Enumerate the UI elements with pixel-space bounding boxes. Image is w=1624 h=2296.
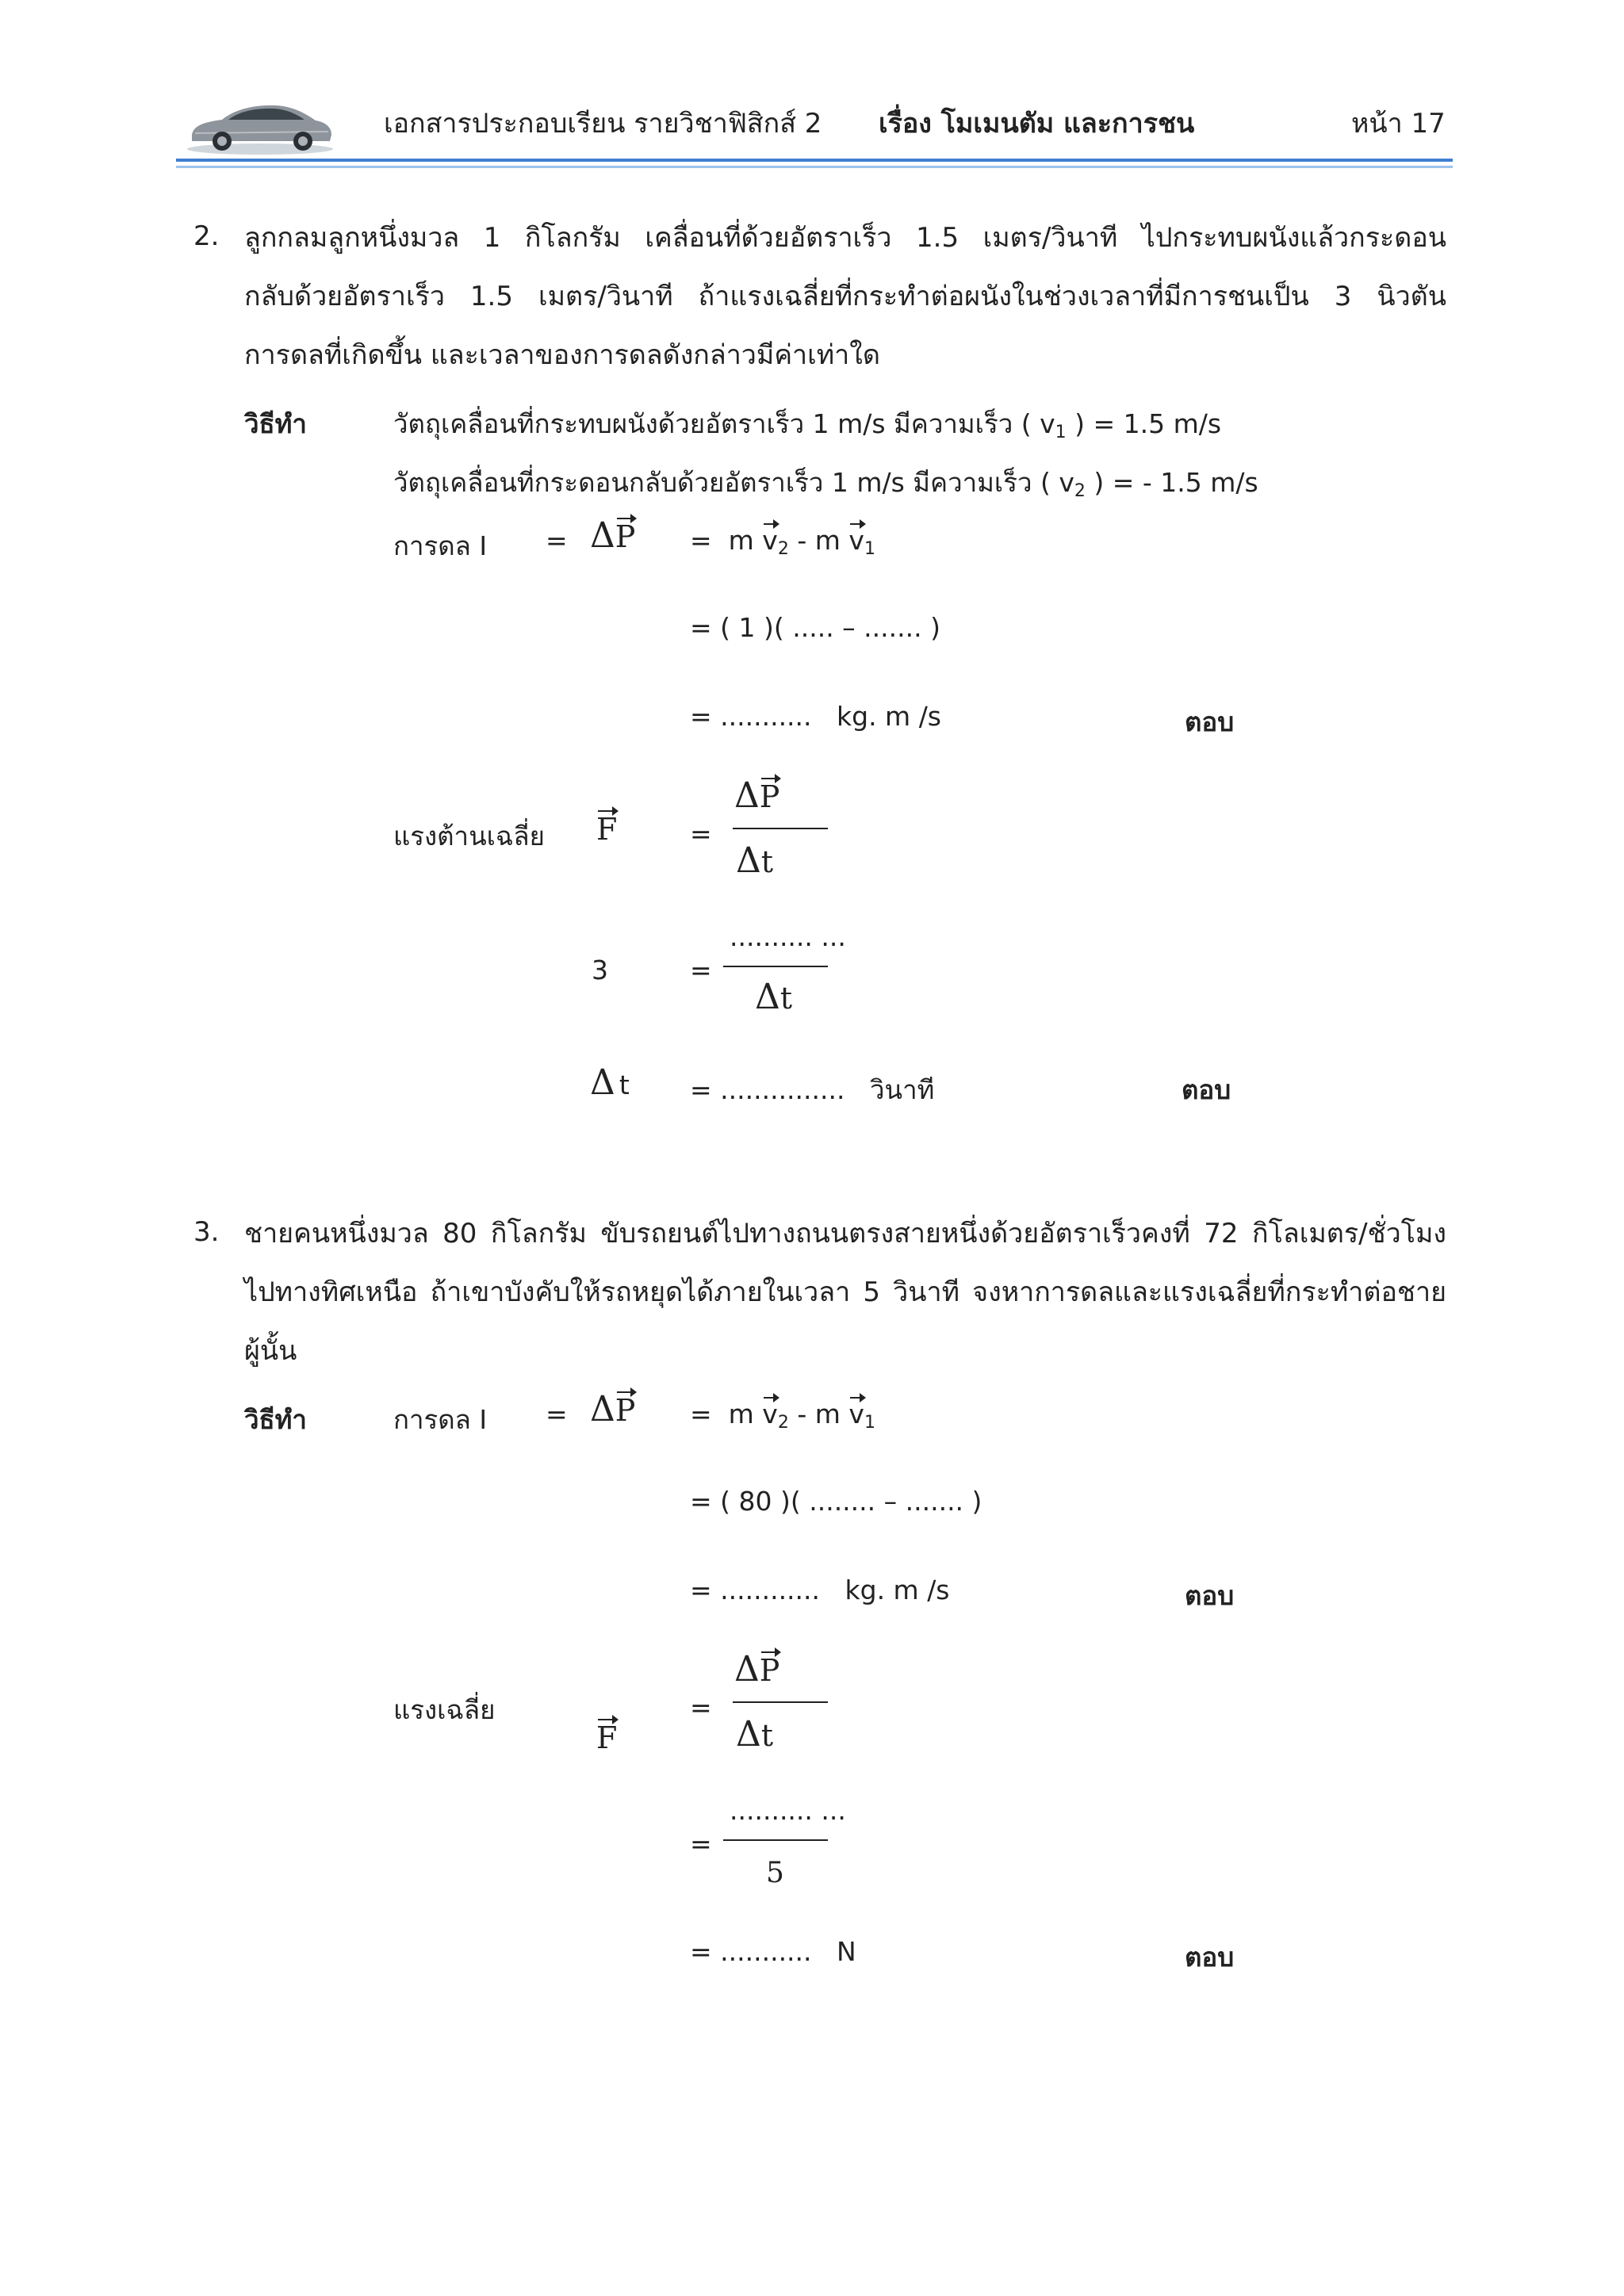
equals-sign: = bbox=[690, 1692, 712, 1723]
momentum-vector: P bbox=[759, 779, 780, 814]
time-symbol: t bbox=[760, 844, 774, 879]
impulse-label: การดล I bbox=[393, 1404, 488, 1435]
car-logo-icon bbox=[181, 94, 336, 157]
delta-t bbox=[590, 1062, 630, 1103]
force-result bbox=[690, 1936, 856, 1967]
fraction-denominator: 5 bbox=[766, 1857, 784, 1889]
question-line: ชายคนหนึ่งมวล 80 กิโลกรัม ขับรถยนต์ไปทางถนนตรงสายหนึ่งด้วยอัตราเร็วคงที่ 72 กิโลเมตร/ชั่วโมง bbox=[244, 1218, 1446, 1249]
question-line: การดลที่เกิดขึ้น และเวลาของการดลดังกล่าวมีค่าเท่าใด bbox=[244, 339, 880, 371]
delta-symbol: Δ bbox=[736, 840, 761, 881]
mass-symbol: m bbox=[814, 525, 841, 556]
velocity-vector: v bbox=[762, 1399, 778, 1429]
time-symbol: t bbox=[619, 1070, 630, 1100]
time-symbol: t bbox=[779, 981, 793, 1016]
momentum-vector: P bbox=[615, 1393, 636, 1428]
given-line-1 bbox=[393, 403, 1221, 445]
header-rule-top bbox=[176, 159, 1453, 162]
delta-symbol: Δ bbox=[590, 1389, 615, 1429]
method-label: วิธีทำ bbox=[244, 408, 307, 439]
given-value: ) = - 1.5 m/s bbox=[1094, 467, 1258, 498]
time-result bbox=[690, 1069, 934, 1111]
delta-symbol: Δ bbox=[734, 775, 760, 816]
delta-p bbox=[590, 1389, 635, 1429]
question-number: 3. bbox=[193, 1216, 220, 1248]
page-number: หน้า 17 bbox=[1351, 108, 1446, 140]
equals-sign: = bbox=[546, 525, 568, 556]
question-line: ลูกกลมลูกหนึ่งมวล 1 กิโลกรัม เคลื่อนที่ด้วยอัตราเร็ว 1.5 เมตร/วินาที ไปกระทบผนังแล้วกระดอน bbox=[244, 222, 1446, 254]
fraction-bar bbox=[733, 1701, 828, 1703]
velocity-vector: v bbox=[848, 1399, 864, 1429]
answer-blank: = ............ bbox=[690, 1575, 821, 1605]
answer-label: ตอบ bbox=[1185, 706, 1235, 737]
delta-symbol: Δ bbox=[736, 1714, 761, 1755]
fraction-numerator bbox=[734, 1649, 779, 1689]
question-line: ไปทางทิศเหนือ ถ้าเขาบังคับให้รถหยุดได้ภายในเวลา 5 วินาที จงหาการดลและแรงเฉลี่ยที่กระทำต่อชาย bbox=[244, 1276, 1446, 1308]
fraction-bar bbox=[733, 828, 828, 829]
equals-sign: = bbox=[546, 1399, 568, 1429]
equals-sign: = bbox=[690, 1828, 712, 1859]
minus-sign: - bbox=[797, 525, 807, 556]
subscript: 2 bbox=[777, 539, 789, 559]
unit: kg. m /s bbox=[845, 1575, 950, 1605]
fraction-numerator bbox=[734, 775, 779, 816]
answer-label: ตอบ bbox=[1185, 1580, 1235, 1611]
force-vector: F bbox=[596, 1720, 618, 1755]
topic-title: เรื่อง โมเมนตัม และการชน bbox=[879, 108, 1195, 140]
impulse-step-3 bbox=[690, 1575, 950, 1605]
question-number: 2. bbox=[193, 220, 220, 252]
fraction-bar bbox=[723, 1839, 828, 1841]
delta-symbol: Δ bbox=[734, 1649, 760, 1689]
momentum-vector: P bbox=[759, 1653, 780, 1688]
question-line: กลับด้วยอัตราเร็ว 1.5 เมตร/วินาที ถ้าแรงเฉลี่ยที่กระทำต่อผนังในช่วงเวลาที่มีการชนเป็น 3 นิวตัน bbox=[244, 281, 1446, 312]
unit: N bbox=[837, 1936, 856, 1967]
fraction-denominator bbox=[736, 840, 773, 881]
answer-blank: = ............... bbox=[690, 1074, 845, 1105]
subscript: 1 bbox=[864, 539, 875, 559]
subscript: 2 bbox=[1074, 481, 1086, 501]
given-text: วัตถุเคลื่อนที่กระดอนกลับด้วยอัตราเร็ว 1 m/s มีความเร็ว ( v bbox=[393, 467, 1074, 498]
delta-symbol: Δ bbox=[590, 515, 615, 556]
mass-symbol: m bbox=[814, 1399, 841, 1429]
subscript: 1 bbox=[864, 1413, 875, 1433]
mass-symbol: m bbox=[728, 525, 754, 556]
velocity-vector: v bbox=[762, 525, 778, 556]
impulse-step-2: = ( 1 )( ..... – ....... ) bbox=[690, 612, 940, 643]
fraction-bar bbox=[723, 966, 828, 967]
force-vector: F bbox=[596, 812, 618, 847]
delta-p bbox=[590, 515, 635, 556]
delta-symbol: Δ bbox=[755, 977, 780, 1017]
fraction-denominator bbox=[755, 977, 792, 1017]
subscript: 2 bbox=[777, 1413, 789, 1433]
question-line: ผู้นั้น bbox=[244, 1335, 297, 1367]
fraction-denominator bbox=[736, 1714, 773, 1755]
fraction-numerator-blank: .......... ... bbox=[730, 921, 846, 952]
equals-sign: = bbox=[690, 525, 712, 556]
unit: kg. m /s bbox=[837, 701, 941, 732]
given-text: วัตถุเคลื่อนที่กระทบผนังด้วยอัตราเร็ว 1 m/s มีความเร็ว ( v bbox=[393, 408, 1055, 439]
answer-label: ตอบ bbox=[1182, 1074, 1231, 1105]
answer-blank: = ........... bbox=[690, 701, 812, 732]
time-symbol: t bbox=[760, 1718, 774, 1753]
force-label: แรงต้านเฉลี่ย bbox=[393, 821, 545, 851]
velocity-vector: v bbox=[848, 525, 864, 556]
impulse-step-3 bbox=[690, 701, 941, 732]
question-text bbox=[244, 1204, 1446, 1380]
given-line-2 bbox=[393, 461, 1258, 503]
method-label: วิธีทำ bbox=[244, 1404, 307, 1435]
subscript: 1 bbox=[1055, 423, 1067, 442]
delta-symbol: Δ bbox=[590, 1062, 615, 1103]
force-value: 3 bbox=[592, 955, 608, 985]
fraction-numerator-blank: .......... ... bbox=[730, 1795, 846, 1826]
momentum-vector: P bbox=[615, 519, 636, 554]
impulse-formula bbox=[690, 1399, 875, 1433]
answer-label: ตอบ bbox=[1185, 1942, 1235, 1973]
unit: วินาที bbox=[869, 1074, 935, 1105]
equals-sign: = bbox=[690, 818, 712, 849]
document-title: เอกสารประกอบเรียน รายวิชาฟิสิกส์ 2 bbox=[384, 108, 822, 140]
answer-blank: = ........... bbox=[690, 1936, 812, 1967]
equals-sign: = bbox=[690, 955, 712, 985]
force-label: แรงเฉลี่ย bbox=[393, 1694, 496, 1725]
given-value: ) = 1.5 m/s bbox=[1074, 408, 1222, 439]
mass-symbol: m bbox=[728, 1399, 754, 1429]
impulse-step-2: = ( 80 )( ........ – ....... ) bbox=[690, 1486, 982, 1517]
question-text bbox=[244, 209, 1446, 385]
equals-sign: = bbox=[690, 1399, 712, 1429]
header-rule-bottom bbox=[176, 166, 1453, 168]
impulse-label: การดล I bbox=[393, 530, 488, 561]
impulse-formula bbox=[690, 525, 875, 559]
minus-sign: - bbox=[797, 1399, 807, 1429]
